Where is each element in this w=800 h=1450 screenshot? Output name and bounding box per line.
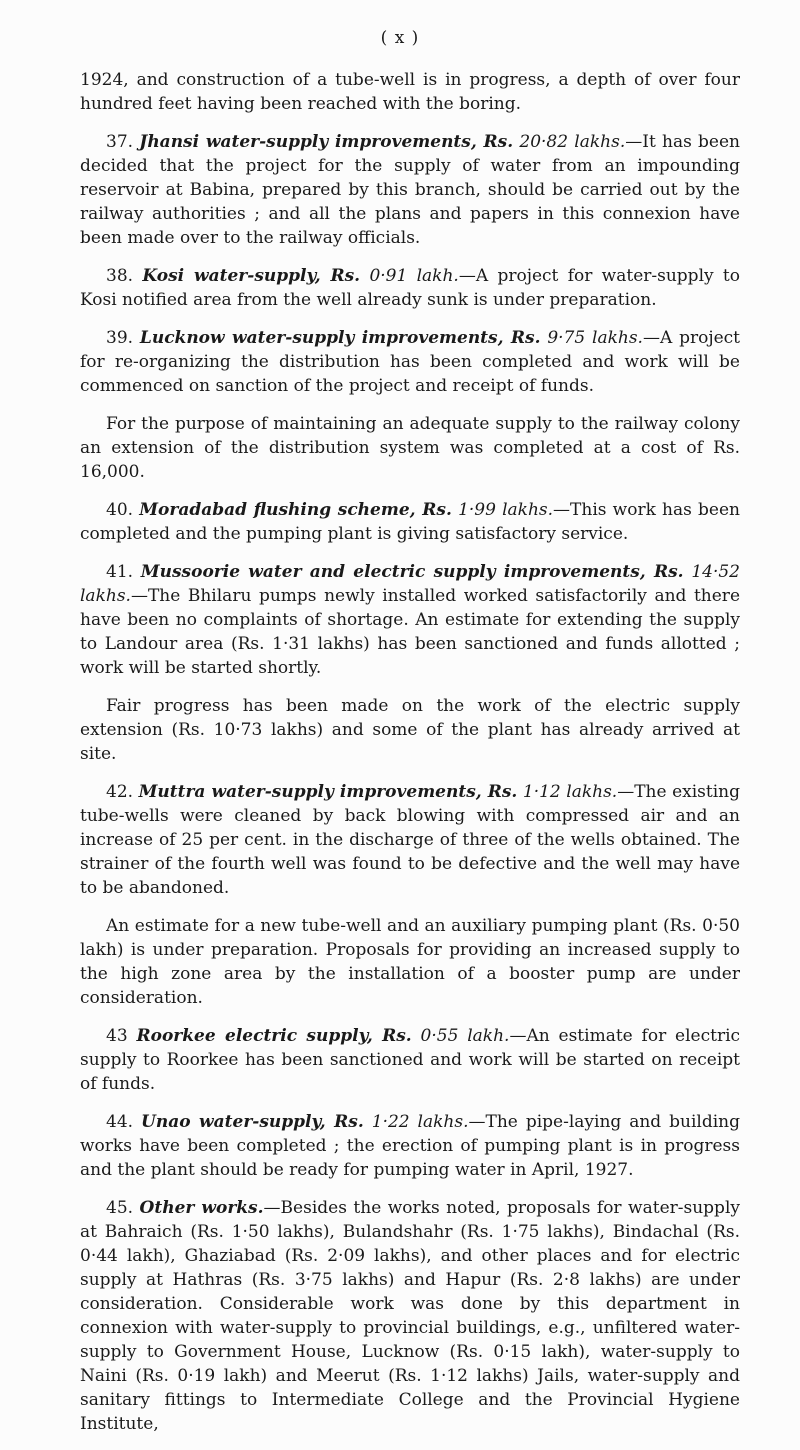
paragraph-text: —The pipe-laying and building works have been completed ; the erection of pumping plant is in progress and the plant should be ready for pumping water in April, 1927. — [80, 1112, 741, 1180]
paragraph-text: —Besides the works noted, proposals for water-supply at Bahraich (Rs. 1·50 lakhs), Bulandshahr (Rs. 1·75 lakhs), Bindachal (Rs. 0·44 lakh), Ghaziabad (Rs. 2·09 lakhs), and other places and for electric supply at Hathras (Rs. 3·75 lakhs) and Hapur (Rs. 2·8 lakhs) are under consideration. Considerable work was done by this department in connexion with water-supply to provincial buildings, e.g., unfiltered water-supply to Government House, Lucknow (Rs. 0·15 lakh), water-supply to Naini (Rs. 0·19 lakh) and Meerut (Rs. 1·12 lakhs) Jails, water-supply and sanitary fittings to Intermediate College and the Provincial Hygiene Institute, — [80, 1198, 740, 1434]
paragraph-heading: Mussoorie water and electric supply improvements, Rs. — [140, 562, 684, 582]
paragraph-number: 38. — [106, 266, 134, 286]
paragraph-text: An estimate for a new tube-well and an auxiliary pumping plant (Rs. 0·50 lakh) is under preparation. Proposals for providing an increased supply to the high zone area by the installation of a booster pump are under consideration. — [80, 916, 740, 1008]
paragraph-continuation — [80, 68, 740, 116]
paragraph-text: —It has been decided that the project for the supply of water from an impounding reservoir at Babina, prepared by this branch, should be carried out by the railway authorities ; and all the plans and papers in this connexion have been made over to the railway officials. — [80, 132, 740, 248]
page-body — [80, 68, 740, 1450]
paragraph-43-roorkee — [80, 1024, 740, 1096]
paragraph-40-moradabad — [80, 498, 740, 546]
paragraph-text: For the purpose of maintaining an adequate supply to the railway colony an extension of the distribution system was completed at a cost of Rs. 16,000. — [80, 414, 740, 482]
page-folio: ( x ) — [380, 28, 420, 48]
paragraph-heading: Kosi water-supply, Rs. — [142, 266, 361, 286]
paragraph-amount: 0·91 lakh. — [369, 266, 459, 286]
paragraph-39-lucknow — [80, 326, 740, 398]
paragraph-heading: Unao water-supply, Rs. — [141, 1112, 364, 1132]
paragraph-37-jhansi — [80, 130, 740, 250]
paragraph-number: 43 — [106, 1026, 128, 1046]
paragraph-amount: 20·82 lakhs. — [519, 132, 626, 152]
paragraph-amount: 0·55 lakh. — [420, 1026, 510, 1046]
paragraph-heading: Jhansi water-supply improvements, Rs. — [139, 132, 514, 152]
paragraph-number: 39. — [106, 328, 134, 348]
paragraph-amount: 1·99 lakhs. — [458, 500, 554, 520]
paragraph-lucknow-railway-colony — [80, 412, 740, 484]
paragraph-amount: 1·22 lakhs. — [371, 1112, 469, 1132]
paragraph-text: —A project for water-supply to Kosi notified area from the well already sunk is under preparation. — [80, 266, 740, 310]
paragraph-number: 44. — [106, 1112, 134, 1132]
paragraph-38-kosi — [80, 264, 740, 312]
paragraph-heading: Lucknow water-supply improvements, Rs. — [139, 328, 541, 348]
paragraph-41-mussoorie — [80, 560, 740, 680]
paragraph-number: 41. — [106, 562, 134, 582]
paragraph-45-other-works — [80, 1196, 740, 1436]
paragraph-number: 42. — [106, 782, 134, 802]
paragraph-text: —A project for re-organizing the distribution has been completed and work will be commenced on sanction of the project and receipt of funds. — [80, 328, 740, 396]
paragraph-heading: Roorkee electric supply, Rs. — [136, 1026, 412, 1046]
paragraph-text: 1924, and construction of a tube-well is in progress, a depth of over four hundred feet having been reached with the boring. — [80, 70, 740, 114]
paragraph-text: Fair progress has been made on the work of the electric supply extension (Rs. 10·73 lakhs) and some of the plant has already arrived at site. — [80, 696, 740, 764]
paragraph-number: 45. — [106, 1198, 134, 1218]
paragraph-amount: 14·52 lakhs. — [80, 562, 740, 606]
paragraph-text: —The Bhilaru pumps newly installed worked satisfactorily and there have been no complaints of shortage. An estimate for extending the supply to Landour area (Rs. 1·31 lakhs) has been sanctioned and funds allotted ; work will be started shortly. — [80, 586, 740, 678]
paragraph-number: 40. — [106, 500, 134, 520]
paragraph-number: 37. — [106, 132, 134, 152]
paragraph-heading: Muttra water-supply improvements, Rs. — [138, 782, 518, 802]
paragraph-amount: 9·75 lakhs. — [547, 328, 643, 348]
paragraph-42-muttra — [80, 780, 740, 900]
paragraph-44-unao — [80, 1110, 740, 1182]
paragraph-text: —An estimate for electric supply to Roorkee has been sanctioned and work will be started on receipt of funds. — [80, 1026, 741, 1094]
paragraph-amount: 1·12 lakhs. — [522, 782, 618, 802]
paragraph-text: —The existing tube-wells were cleaned by back blowing with compressed air and an increase of 25 per cent. in the discharge of three of the wells obtained. The strainer of the fourth well was found to be defective and the well may have to be abandoned. — [80, 782, 740, 898]
paragraph-heading: Other works. — [139, 1198, 264, 1218]
paragraph-heading: Moradabad flushing scheme, Rs. — [139, 500, 452, 520]
paragraph-mussoorie-electric — [80, 694, 740, 766]
paragraph-muttra-estimate — [80, 914, 740, 1010]
paragraph-text: —This work has been completed and the pumping plant is giving satisfactory service. — [80, 500, 740, 544]
